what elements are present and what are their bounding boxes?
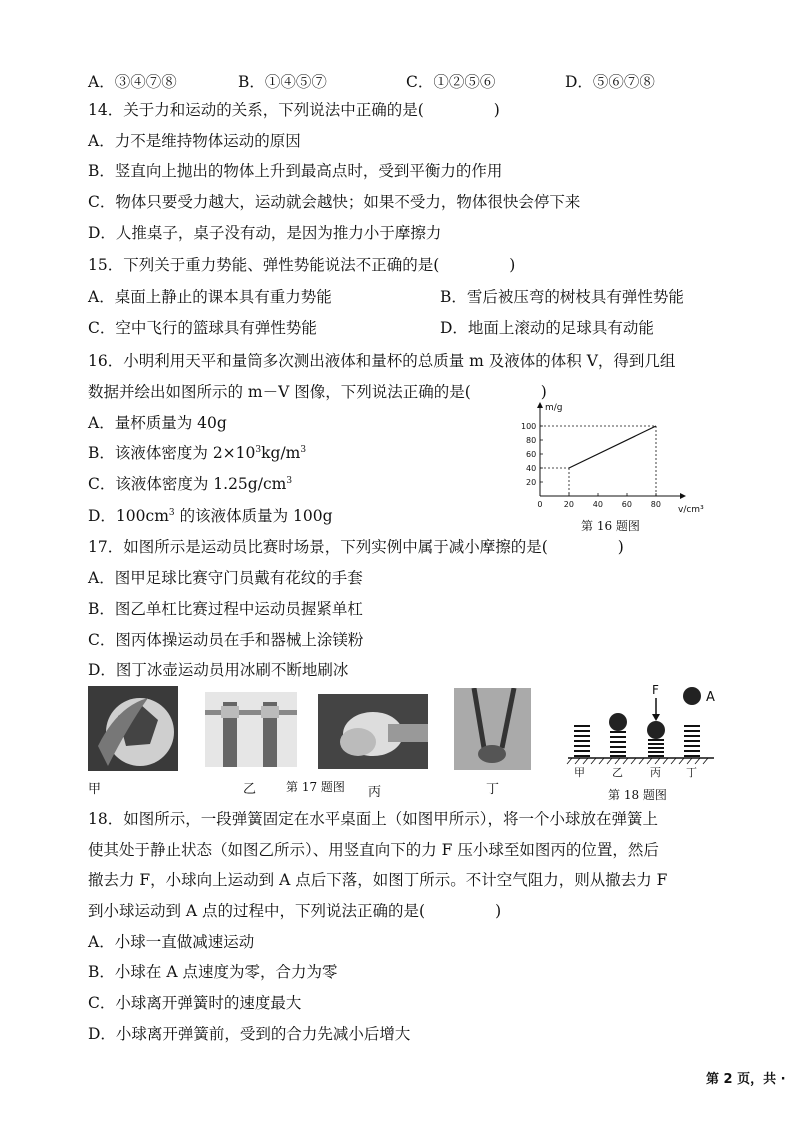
q16-option-a: A．量杯质量为 40g bbox=[88, 414, 227, 432]
photo-label-jia: 甲 bbox=[88, 782, 102, 797]
series-line bbox=[569, 426, 656, 468]
y-tick-label: 20 bbox=[526, 478, 537, 487]
q18-option-c: C．小球离开弹簧时的速度最大 bbox=[88, 994, 302, 1012]
q14-option-b: B．竖直向上抛出的物体上升到最高点时，受到平衡力的作用 bbox=[88, 162, 503, 180]
q17-option-b: B．图乙单杠比赛过程中运动员握紧单杠 bbox=[88, 600, 363, 618]
q18-stem-line2: 使其处于静止状态（如图乙所示）、用竖直向下的力 F 压小球至如图丙的位置，然后 bbox=[88, 841, 659, 859]
fig18-label-bing: 丙 bbox=[650, 766, 661, 779]
q17-figure-caption: 第 17 题图 bbox=[286, 780, 345, 794]
q15-option-c: C．空中飞行的篮球具有弹性势能 bbox=[88, 319, 317, 337]
spring-ball-diagram bbox=[566, 682, 716, 782]
q14-option-d: D．人推桌子，桌子没有动，是因为推力小于摩擦力 bbox=[88, 224, 442, 242]
q18-stem-line3: 撤去力 F，小球向上运动到 A 点后下落，如图丁所示。不计空气阻力，则从撤去力 F bbox=[88, 871, 668, 889]
q14-option-a: A．力不是维持物体运动的原因 bbox=[88, 132, 301, 150]
q15-option-b: B．雪后被压弯的树枝具有弹性势能 bbox=[440, 288, 684, 306]
q14-stem: 14．关于力和运动的关系，下列说法中正确的是( ) bbox=[88, 101, 500, 119]
point-a-label: A bbox=[706, 690, 715, 705]
spring-yi bbox=[610, 732, 626, 756]
force-label: F bbox=[652, 683, 659, 697]
photo-horizontal-bar bbox=[205, 692, 297, 767]
photo-label-yi: 乙 bbox=[243, 782, 257, 797]
y-tick-label: 100 bbox=[521, 422, 537, 431]
q18-option-d: D．小球离开弹簧前，受到的合力先减小后增大 bbox=[88, 1025, 411, 1043]
spring-ding bbox=[684, 726, 700, 756]
spring-bing bbox=[648, 740, 664, 756]
q13-option-b: B．①④⑤⑦ bbox=[238, 73, 327, 91]
q13-option-a: A．③④⑦⑧ bbox=[88, 73, 177, 91]
spring-jia bbox=[574, 726, 590, 756]
q16-option-b: B．该液体密度为 $2\times 10^3kg/m^3$ bbox=[88, 444, 307, 462]
y-tick-label: 40 bbox=[526, 464, 537, 473]
q13-option-c: C．①②⑤⑥ bbox=[406, 73, 496, 91]
y-tick-label: 60 bbox=[526, 450, 537, 459]
q13-option-d: D．⑤⑥⑦⑧ bbox=[565, 73, 655, 91]
fig18-label-yi: 乙 bbox=[612, 766, 623, 779]
q16-stem-line1: 16．小明利用天平和量筒多次测出液体和量杯的总质量 m 及液体的体积 V，得到几组 bbox=[88, 352, 676, 370]
q17-option-a: A．图甲足球比赛守门员戴有花纹的手套 bbox=[88, 569, 363, 587]
q18-figure-caption: 第 18 题图 bbox=[608, 788, 667, 802]
q16-option-d: D．$100cm^3$ 的该液体质量为 100g bbox=[88, 507, 333, 525]
x-axis-label: v/cm³ bbox=[678, 505, 704, 515]
y-axis-arrow bbox=[537, 402, 543, 408]
x-tick-label: 80 bbox=[650, 500, 661, 509]
photo-goalkeeper-glove bbox=[88, 686, 178, 771]
q18-option-a: A．小球一直做减速运动 bbox=[88, 933, 255, 951]
q18-stem-line1: 18．如图所示，一段弹簧固定在水平桌面上（如图甲所示），将一个小球放在弹簧上 bbox=[88, 810, 658, 828]
y-tick-label: 80 bbox=[526, 436, 537, 445]
fig18-label-ding: 丁 bbox=[686, 766, 697, 779]
photo-gymnast-chalk bbox=[318, 694, 428, 769]
q17-stem: 17．如图所示是运动员比赛时场景，下列实例中属于减小摩擦的是( ) bbox=[88, 538, 624, 556]
ball-a bbox=[683, 687, 701, 705]
fig18-label-jia: 甲 bbox=[574, 766, 585, 779]
ball-bing bbox=[647, 721, 665, 739]
q17-option-d: D．图丁冰壶运动员用冰刷不断地刷冰 bbox=[88, 661, 349, 679]
q16-option-c: C．该液体密度为 $1.25g/cm^3$ bbox=[88, 475, 293, 493]
x-tick-label: 20 bbox=[563, 500, 574, 509]
x-tick-label: 0 bbox=[537, 500, 543, 509]
photo-curling bbox=[454, 688, 531, 770]
x-tick-label: 40 bbox=[592, 500, 603, 509]
q18-stem-line4: 到小球运动到 A 点的过程中，下列说法正确的是( ) bbox=[88, 902, 502, 920]
photo-label-bing: 丙 bbox=[368, 785, 382, 800]
y-axis-label: m/g bbox=[545, 403, 563, 413]
q16-stem-line2: 数据并绘出如图所示的 m－V 图像，下列说法正确的是( ) bbox=[88, 383, 547, 401]
ball-yi bbox=[609, 713, 627, 731]
page-footer: 第 2 页，共 · bbox=[706, 1072, 786, 1087]
q15-stem: 15．下列关于重力势能、弹性势能说法不正确的是( ) bbox=[88, 256, 516, 274]
q14-option-c: C．物体只要受力越大，运动就会越快；如果不受力，物体很快会停下来 bbox=[88, 193, 581, 211]
q15-option-d: D．地面上滚动的足球具有动能 bbox=[440, 319, 654, 337]
x-axis-arrow bbox=[680, 493, 686, 499]
q17-option-c: C．图丙体操运动员在手和器械上涂镁粉 bbox=[88, 631, 364, 649]
q15-option-a: A．桌面上静止的课本具有重力势能 bbox=[88, 288, 332, 306]
x-tick-label: 60 bbox=[621, 500, 632, 509]
photo-label-ding: 丁 bbox=[486, 782, 500, 797]
q16-figure-caption: 第 16 题图 bbox=[581, 519, 640, 533]
m-v-chart bbox=[510, 398, 730, 520]
q18-option-b: B．小球在 A 点速度为零，合力为零 bbox=[88, 963, 338, 981]
